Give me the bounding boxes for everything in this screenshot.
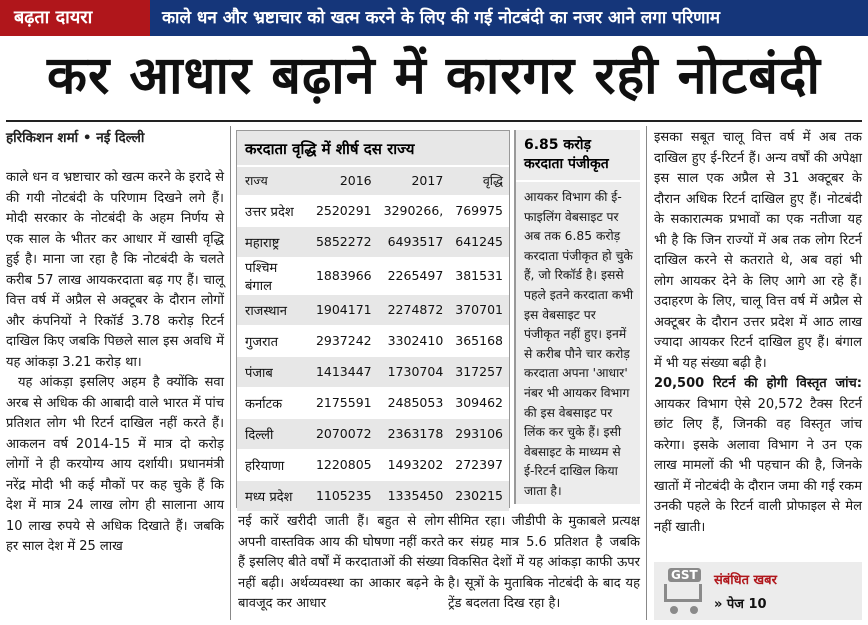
- cell-growth: 230215: [449, 480, 509, 511]
- table-row: [237, 480, 509, 511]
- related-news-title: संबंधित खबर: [714, 573, 777, 588]
- column-4-subhead: 20,500 रिटर्न की होगी विस्तृत जांच:: [654, 376, 862, 391]
- table-header-row: [237, 167, 509, 195]
- cell-growth: 370701: [449, 294, 509, 325]
- column-4-paragraph-2-text: आयकर विभाग ऐसे 20,572 टैक्स रिटर्न छांट लिए हैं, जिनकी वह विस्तृत जांच करेगा। इसके अलावा विभाग ने उन एक लाख मामलों की भी पहचान की है, जिनके खातों में नोटबंदी के दौरान जमा की गई रकम उनकी पहले के रिटर्न वाली प्रोफाइल से मेल नहीं खाती।: [654, 396, 862, 535]
- cell-growth: 381531: [449, 257, 509, 294]
- column-divider: [230, 126, 231, 620]
- cell-state: कर्नाटक: [237, 387, 310, 418]
- header-2017: 2017: [378, 167, 450, 195]
- table-row: [237, 449, 509, 480]
- cell-2017: 6493517: [378, 226, 450, 257]
- sidebox-heading: [516, 130, 640, 182]
- byline: हरिकिशन शर्मा • नई दिल्ली: [6, 130, 145, 146]
- cell-growth: 769975: [449, 195, 509, 226]
- cell-growth: 641245: [449, 226, 509, 257]
- column-divider: [646, 126, 647, 620]
- table-row: [237, 294, 509, 325]
- cell-2016: 1105235: [310, 480, 378, 511]
- cell-2016: 1220805: [310, 449, 378, 480]
- cell-state: हरियाणा: [237, 449, 310, 480]
- cell-state: उत्तर प्रदेश: [237, 195, 310, 226]
- column-1-paragraph-1: काले धन व भ्रष्टाचार को खत्म करने के इरादे से की गयी नोटबंदी के परिणाम दिखने लगे हैं। मोदी सरकार के नोटबंदी के अहम निर्णय से एक साल के भीतर कर आधार में खासी वृद्धि हुई है। माना जा रहा है कि नोटबंदी के चलते करीब 57 लाख आयकरदाता बढ़ गए हैं। चालू वित्त वर्ष में अप्रैल से अक्टूबर के दौरान लोगों और कंपनियों ने रिकॉर्ड 3.78 करोड़ रिटर्न दाखिल किए जबकि पिछले साल इस अवधि में यह आंकड़ा 3.21 करोड़ था।: [6, 170, 224, 370]
- cell-state: पंजाब: [237, 356, 310, 387]
- column-4-paragraph-2: [654, 374, 862, 538]
- column-4: [654, 128, 862, 538]
- sidebox-heading-line-2: करदाता पंजीकृत: [524, 156, 609, 172]
- column-1: [6, 168, 224, 558]
- cart-basket: [664, 584, 702, 602]
- column-4-paragraph-1: इसका सबूत चालू वित्त वर्ष में अब तक दाखिल हुए ई-रिटर्न हैं। अन्य वर्षों की अपेक्षा इस साल एक अप्रैल से 31 अक्टूबर के दौरान अधिक रिटर्न दाखिल हुए हैं। नोटबंदी के सकारात्मक प्रभावों का एक नतीजा यह भी है कि जिन राज्यों में अब तक लोग रिटर्न दाखिल करने से कतराते थे, अब वहां भी लोग आयकर देने के लिए आगे आ रहे हैं। उदाहरण के लिए, चालू वित्त वर्ष में अप्रैल से अक्टूबर के दौरान उत्तर प्रदेश में आठ लाख ज्यादा आयकर रिटर्न दाखिल हुए हैं। बंगाल में भी यह संख्या बढ़ी है।: [654, 130, 862, 371]
- table-row: [237, 325, 509, 356]
- cell-2016: 5852272: [310, 226, 378, 257]
- cell-growth: 272397: [449, 449, 509, 480]
- table-row: [237, 387, 509, 418]
- cell-state: दिल्ली: [237, 418, 310, 449]
- gst-label: GST: [668, 568, 701, 582]
- state-taxpayer-table: [236, 130, 510, 508]
- cell-2017: 3290266,: [378, 195, 450, 226]
- gst-cart-icon: [662, 568, 706, 614]
- headline-rule: [6, 120, 862, 122]
- cell-2016: 1883966: [310, 257, 378, 294]
- cell-state: मध्य प्रदेश: [237, 480, 310, 511]
- cart-wheel: [670, 606, 678, 614]
- cell-growth: 309462: [449, 387, 509, 418]
- cell-state: पश्चिम बंगाल: [237, 257, 310, 294]
- cell-2016: 2520291: [310, 195, 378, 226]
- cell-2017: 2265497: [378, 257, 450, 294]
- table-row: [237, 257, 509, 294]
- cell-2016: 2070072: [310, 418, 378, 449]
- cell-2017: 2363178: [378, 418, 450, 449]
- cell-2017: 2485053: [378, 387, 450, 418]
- cell-2017: 3302410: [378, 325, 450, 356]
- table-row: [237, 226, 509, 257]
- cell-2016: 2175591: [310, 387, 378, 418]
- table-row: [237, 418, 509, 449]
- cart-wheel: [690, 606, 698, 614]
- headline: कर आधार बढ़ाने में कारगर रही नोटबंदी: [47, 46, 821, 106]
- cell-state: राजस्थान: [237, 294, 310, 325]
- column-2-bottom: नई कारें खरीदी जाती हैं। बहुत से लोग अपनी वास्तविक आय की घोषणा नहीं करते हैं इसलिए बीते वर्षों में करदाताओं की संख्या नहीं बढ़ी। अर्थव्यवस्था का आकार बढ़ने के बावजूद कर आधार: [238, 514, 444, 611]
- cell-2016: 2937242: [310, 325, 378, 356]
- top-strap-bar: [0, 0, 868, 36]
- cell-growth: 317257: [449, 356, 509, 387]
- table-title: करदाता वृद्धि में शीर्ष दस राज्य: [237, 131, 509, 167]
- related-news-box[interactable]: [654, 562, 862, 620]
- header-2016: 2016: [310, 167, 378, 195]
- cell-2017: 1730704: [378, 356, 450, 387]
- cell-2017: 1493202: [378, 449, 450, 480]
- strapline: काले धन और भ्रष्टाचार को खत्म करने के लिए की गई नोटबंदी का नजर आने लगा परिणाम: [162, 8, 721, 28]
- sidebox-body: आयकर विभाग की ई-फाइलिंग वेबसाइट पर अब तक 6.85 करोड़ करदाता पंजीकृत हो चुके हैं, जो रिकॉर्ड है। इससे पहले इतने करदाता कभी इस वेबसाइट पर पंजीकृत नहीं हुए। इनमें से करीब पौने चार करोड़ करदाता अपना 'आधार' नंबर भी आयकर विभाग की इस वेबसाइट पर लिंक कर चुके हैं। इसी वेबसाइट के माध्यम से ई-रिटर्न दाखिल किया जाता है।: [524, 190, 634, 498]
- table-row: [237, 195, 509, 226]
- column-1-paragraph-2: यह आंकड़ा इसलिए अहम है क्योंकि सवा अरब से अधिक की आबादी वाले भारत में पांच प्रतिशत लोग भी रिटर्न दाखिल नहीं करते हैं। आकलन वर्ष 2014-15 में मात्र दो करोड़ लोगों ने ही करयोग्य आय दर्शायी। प्रधानमंत्री नरेंद्र मोदी भी कई मौकों पर कह चुके हैं कि देश में मात्र 24 लाख लोग ही सालाना आय 10 लाख रुपये से अधिक दिखाते हैं। जबकि हर साल देश में 25 लाख: [6, 375, 224, 554]
- table-row: [237, 356, 509, 387]
- column-3-bottom: सीमित रहा। जीडीपी के मुकाबले प्रत्यक्ष कर संग्रह मात्र 5.6 प्रतिशत है जबकि विकसित देशों में यह आंकड़ा काफी ऊपर है। सूत्रों के मुताबिक नोटबंदी के बाद यह ट्रेंड बदलता दिख रहा है।: [448, 514, 640, 611]
- cell-growth: 365168: [449, 325, 509, 356]
- header-state: राज्य: [237, 167, 310, 195]
- related-page-link[interactable]: » पेज 10: [714, 597, 767, 612]
- sidebox-heading-line-1: 6.85 करोड़: [524, 137, 592, 153]
- data-table: [237, 167, 509, 511]
- registered-taxpayers-box: [514, 130, 640, 504]
- cell-2017: 2274872: [378, 294, 450, 325]
- cell-state: महाराष्ट्र: [237, 226, 310, 257]
- cell-2016: 1904171: [310, 294, 378, 325]
- header-growth: वृद्धि: [449, 167, 509, 195]
- cell-state: गुजरात: [237, 325, 310, 356]
- cell-2016: 1413447: [310, 356, 378, 387]
- cell-2017: 1335450: [378, 480, 450, 511]
- section-tag: बढ़ता दायरा: [0, 0, 150, 36]
- cell-growth: 293106: [449, 418, 509, 449]
